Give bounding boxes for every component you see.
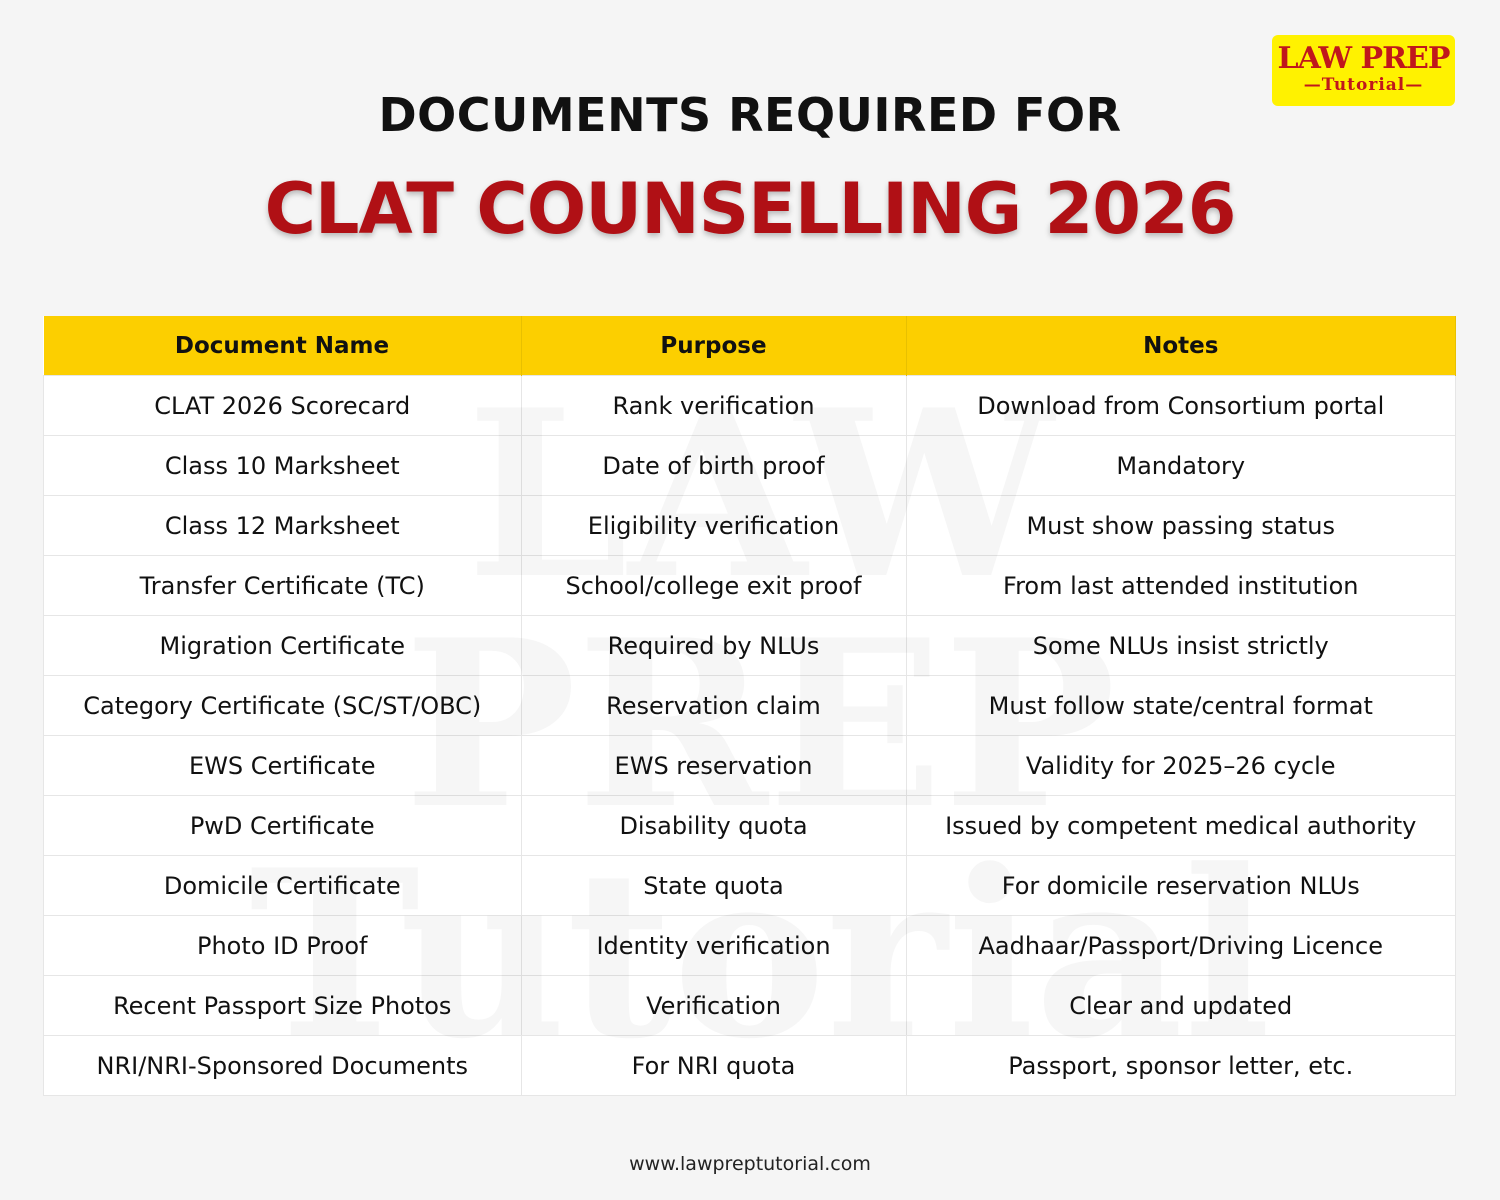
cell-document-name: Category Certificate (SC/ST/OBC)	[44, 676, 522, 736]
cell-document-name: Migration Certificate	[44, 616, 522, 676]
cell-purpose: For NRI quota	[521, 1036, 906, 1096]
cell-notes: Issued by competent medical authority	[906, 796, 1456, 856]
cell-document-name: Domicile Certificate	[44, 856, 522, 916]
column-header-purpose: Purpose	[521, 316, 906, 376]
cell-document-name: EWS Certificate	[44, 736, 522, 796]
cell-notes: From last attended institution	[906, 556, 1456, 616]
cell-document-name: PwD Certificate	[44, 796, 522, 856]
documents-table	[43, 316, 1456, 1096]
cell-document-name: CLAT 2026 Scorecard	[44, 376, 522, 436]
table-row	[44, 676, 1456, 736]
cell-purpose: EWS reservation	[521, 736, 906, 796]
table-row	[44, 496, 1456, 556]
table-row	[44, 376, 1456, 436]
cell-document-name: Recent Passport Size Photos	[44, 976, 522, 1036]
cell-notes: Some NLUs insist strictly	[906, 616, 1456, 676]
page-title-line1: DOCUMENTS REQUIRED FOR	[378, 88, 1122, 142]
cell-document-name: Class 10 Marksheet	[44, 436, 522, 496]
cell-purpose: School/college exit proof	[521, 556, 906, 616]
page-title-line2: CLAT COUNSELLING 2026	[264, 168, 1236, 250]
cell-document-name: Photo ID Proof	[44, 916, 522, 976]
column-header-document: Document Name	[44, 316, 522, 376]
cell-notes: Must follow state/central format	[906, 676, 1456, 736]
logo-text-sub: —Tutorial—	[1303, 75, 1424, 95]
cell-notes: Validity for 2025–26 cycle	[906, 736, 1456, 796]
cell-notes: Must show passing status	[906, 496, 1456, 556]
table-row	[44, 1036, 1456, 1096]
cell-purpose: Reservation claim	[521, 676, 906, 736]
cell-purpose: Rank verification	[521, 376, 906, 436]
cell-purpose: Required by NLUs	[521, 616, 906, 676]
table-row	[44, 736, 1456, 796]
logo-text-main: LAW PREP	[1277, 41, 1450, 76]
table-row	[44, 796, 1456, 856]
table-header-row	[44, 316, 1456, 376]
cell-purpose: State quota	[521, 856, 906, 916]
website-url: www.lawpreptutorial.com	[629, 1153, 871, 1175]
table-row	[44, 616, 1456, 676]
cell-purpose: Verification	[521, 976, 906, 1036]
cell-notes: Clear and updated	[906, 976, 1456, 1036]
cell-notes: Passport, sponsor letter, etc.	[906, 1036, 1456, 1096]
cell-purpose: Disability quota	[521, 796, 906, 856]
cell-document-name: Transfer Certificate (TC)	[44, 556, 522, 616]
cell-notes: Download from Consortium portal	[906, 376, 1456, 436]
cell-purpose: Date of birth proof	[521, 436, 906, 496]
cell-purpose: Eligibility verification	[521, 496, 906, 556]
cell-notes: Aadhaar/Passport/Driving Licence	[906, 916, 1456, 976]
table-row	[44, 556, 1456, 616]
cell-notes: For domicile reservation NLUs	[906, 856, 1456, 916]
cell-purpose: Identity verification	[521, 916, 906, 976]
table-row	[44, 976, 1456, 1036]
column-header-notes: Notes	[906, 316, 1456, 376]
table-row	[44, 436, 1456, 496]
table-row	[44, 856, 1456, 916]
table-row	[44, 916, 1456, 976]
cell-document-name: NRI/NRI-Sponsored Documents	[44, 1036, 522, 1096]
cell-notes: Mandatory	[906, 436, 1456, 496]
cell-document-name: Class 12 Marksheet	[44, 496, 522, 556]
